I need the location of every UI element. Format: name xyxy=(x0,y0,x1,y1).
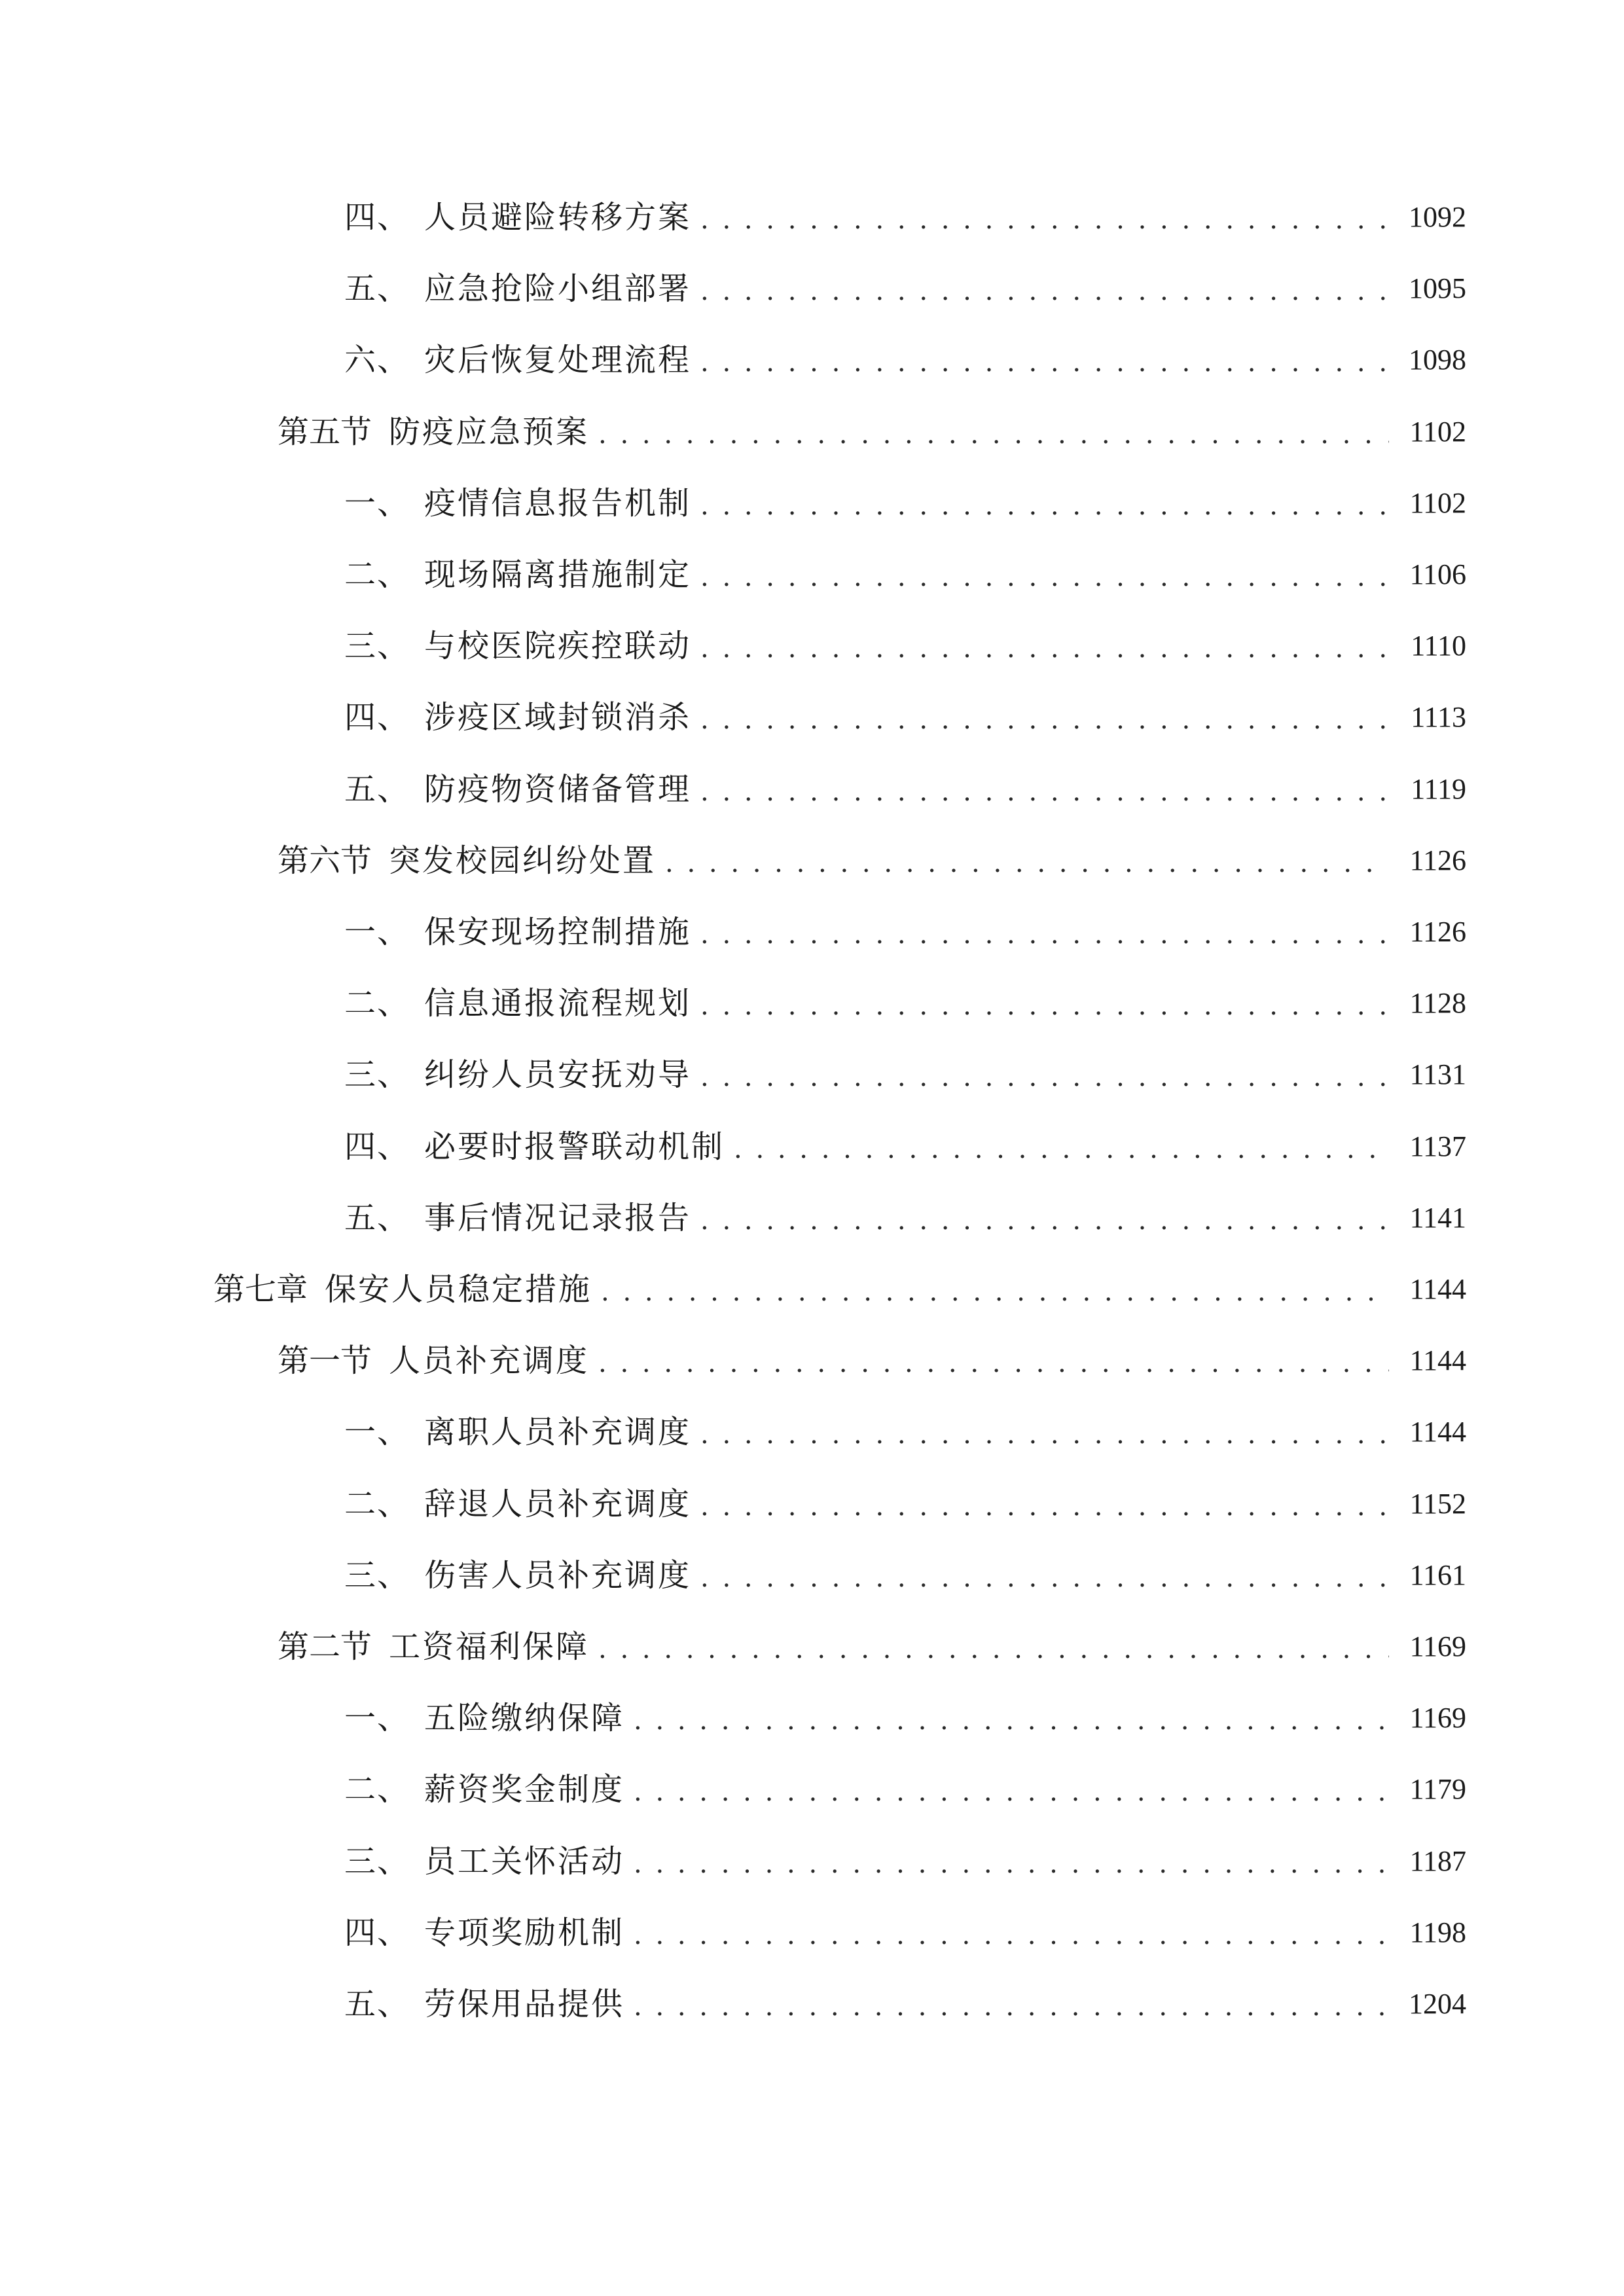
toc-entry-page-number: 1144 xyxy=(1409,1344,1466,1376)
toc-entry-item xyxy=(344,1978,1466,2030)
toc-entry-number: 三、 xyxy=(344,1557,410,1594)
toc-entry-title: 劳保用品提供 xyxy=(424,1986,625,2022)
toc-entry-title: 应急抢险小组部署 xyxy=(424,270,692,307)
toc-entry-title: 薪资奖金制度 xyxy=(424,1771,625,1808)
toc-entry-item xyxy=(344,906,1466,958)
toc-entry-title: 保安人员稳定措施 xyxy=(325,1271,592,1308)
toc-entry-page-number: 1204 xyxy=(1409,1988,1466,2020)
toc-entry-item xyxy=(344,1406,1466,1458)
dot-leader xyxy=(700,977,1389,1030)
toc-entry-number: 二、 xyxy=(344,556,410,593)
dot-leader xyxy=(700,548,1389,601)
toc-entry-title: 人员避险转移方案 xyxy=(424,199,692,236)
toc-entry-number: 二、 xyxy=(344,1486,410,1522)
toc-entry-page-number: 1110 xyxy=(1411,630,1466,662)
toc-entry-number: 三、 xyxy=(344,1843,410,1880)
toc-entry-number: 五、 xyxy=(344,771,410,808)
dot-leader xyxy=(700,191,1389,243)
dot-leader xyxy=(598,1335,1389,1387)
toc-entry-number: 一、 xyxy=(344,914,410,950)
toc-entry-title: 纠纷人员安抚劝导 xyxy=(424,1056,692,1093)
toc-entry-number: 六、 xyxy=(344,342,410,378)
toc-entry-page-number: 1102 xyxy=(1409,416,1466,448)
toc-entry-item xyxy=(344,1549,1466,1602)
dot-leader xyxy=(634,1692,1389,1744)
toc-entry-item xyxy=(344,1192,1466,1244)
toc-entry-page-number: 1141 xyxy=(1409,1202,1466,1234)
toc-entry-item xyxy=(344,1049,1466,1101)
dot-leader xyxy=(700,1478,1389,1530)
toc-entry-title: 专项奖励机制 xyxy=(424,1914,625,1951)
dot-leader xyxy=(700,1049,1389,1101)
toc-entry-item xyxy=(344,477,1466,529)
dot-leader xyxy=(634,1978,1389,2030)
dot-leader xyxy=(700,1192,1389,1244)
dot-leader xyxy=(700,477,1389,529)
toc-entry-number: 四、 xyxy=(344,1128,410,1165)
dot-leader xyxy=(700,691,1389,744)
dot-leader xyxy=(700,620,1389,672)
toc-entry-title: 保安现场控制措施 xyxy=(424,914,692,950)
toc-entry-number: 五、 xyxy=(344,270,410,307)
toc-entry-number: 五、 xyxy=(344,1986,410,2022)
toc-entry-number: 四、 xyxy=(344,699,410,736)
toc-entry-item xyxy=(344,977,1466,1030)
toc-entry-item xyxy=(344,763,1466,816)
dot-leader xyxy=(700,906,1389,958)
toc-entry-page-number: 1187 xyxy=(1409,1845,1466,1877)
toc-entry-number: 三、 xyxy=(344,1056,410,1093)
dot-leader xyxy=(601,1263,1389,1316)
toc-entry-title: 必要时报警联动机制 xyxy=(424,1128,725,1165)
toc-entry-title: 涉疫区域封锁消杀 xyxy=(424,699,692,736)
toc-entry-page-number: 1144 xyxy=(1409,1416,1466,1448)
toc-entry-title: 离职人员补充调度 xyxy=(424,1414,692,1450)
toc-entry-section xyxy=(278,1621,1466,1673)
toc-entry-item xyxy=(344,1763,1466,1816)
toc-entry-number: 一、 xyxy=(344,1700,410,1736)
toc-entry-page-number: 1169 xyxy=(1409,1630,1466,1662)
toc-entry-page-number: 1098 xyxy=(1409,344,1466,376)
toc-entry-item xyxy=(344,1121,1466,1173)
toc-entry-page-number: 1137 xyxy=(1409,1130,1466,1162)
dot-leader xyxy=(634,1763,1389,1816)
toc-entry-title: 辞退人员补充调度 xyxy=(424,1486,692,1522)
toc-entry-item xyxy=(344,1478,1466,1530)
toc-entry-section xyxy=(278,406,1466,458)
toc-entry-number: 五、 xyxy=(344,1200,410,1236)
dot-leader xyxy=(700,763,1389,816)
dot-leader xyxy=(700,1549,1389,1602)
toc-entry-number: 三、 xyxy=(344,628,410,664)
toc-entry-number: 第七章 xyxy=(213,1271,308,1308)
toc-entry-page-number: 1102 xyxy=(1409,487,1466,519)
toc-entry-page-number: 1198 xyxy=(1409,1916,1466,1948)
toc-entry-number: 二、 xyxy=(344,1771,410,1808)
toc-entry-page-number: 1152 xyxy=(1409,1488,1466,1520)
toc-entry-number: 二、 xyxy=(344,985,410,1022)
toc-entry-page-number: 1092 xyxy=(1409,201,1466,233)
toc-entry-title: 灾后恢复处理流程 xyxy=(424,342,692,378)
toc-entry-item xyxy=(344,620,1466,672)
toc-entry-item xyxy=(344,548,1466,601)
toc-entry-page-number: 1113 xyxy=(1411,701,1466,733)
dot-leader xyxy=(598,1621,1389,1673)
dot-leader xyxy=(700,334,1389,386)
toc-entry-number: 第二节 xyxy=(278,1628,372,1665)
toc-entry-title: 五险缴纳保障 xyxy=(424,1700,625,1736)
toc-entry-title: 员工关怀活动 xyxy=(424,1843,625,1880)
toc-entry-page-number: 1126 xyxy=(1409,916,1466,948)
toc-entry-page-number: 1131 xyxy=(1409,1058,1466,1090)
toc-entry-number: 一、 xyxy=(344,1414,410,1450)
toc-entry-page-number: 1126 xyxy=(1409,844,1466,876)
toc-entry-title: 突发校园纠纷处置 xyxy=(389,842,657,879)
dot-leader xyxy=(634,1907,1389,1959)
toc-entry-title: 疫情信息报告机制 xyxy=(424,485,692,522)
toc-entry-item xyxy=(344,1692,1466,1744)
toc-entry-item xyxy=(344,191,1466,243)
dot-leader xyxy=(665,834,1389,887)
toc-entry-title: 事后情况记录报告 xyxy=(424,1200,692,1236)
toc-entry-page-number: 1161 xyxy=(1409,1559,1466,1591)
toc-entry-number: 一、 xyxy=(344,485,410,522)
toc-entry-title: 伤害人员补充调度 xyxy=(424,1557,692,1594)
toc-entry-title: 防疫物资储备管理 xyxy=(424,771,692,808)
toc-entry-page-number: 1095 xyxy=(1409,272,1466,304)
dot-leader xyxy=(634,1835,1389,1888)
toc-entry-title: 与校医院疾控联动 xyxy=(424,628,692,664)
dot-leader xyxy=(734,1121,1389,1173)
toc-entry-page-number: 1179 xyxy=(1409,1773,1466,1805)
toc-entry-page-number: 1169 xyxy=(1409,1702,1466,1734)
toc-entry-item xyxy=(344,1907,1466,1959)
toc-entry-section xyxy=(278,1335,1466,1387)
toc-entry-chapter xyxy=(213,1263,1466,1316)
toc-entry-item xyxy=(344,262,1466,315)
toc-entry-page-number: 1128 xyxy=(1409,987,1466,1019)
toc-entry-section xyxy=(278,834,1466,887)
toc-entry-number: 第一节 xyxy=(278,1342,372,1379)
toc-entry-title: 工资福利保障 xyxy=(389,1628,590,1665)
dot-leader xyxy=(598,406,1389,458)
dot-leader xyxy=(700,1406,1389,1458)
toc-entry-title: 人员补充调度 xyxy=(389,1342,590,1379)
toc-entry-title: 现场隔离措施制定 xyxy=(424,556,692,593)
toc-entry-title: 信息通报流程规划 xyxy=(424,985,692,1022)
toc-entry-number: 四、 xyxy=(344,1914,410,1951)
toc-entry-number: 四、 xyxy=(344,199,410,236)
toc-entry-item xyxy=(344,334,1466,386)
dot-leader xyxy=(700,262,1389,315)
toc-entry-title: 防疫应急预案 xyxy=(389,414,590,450)
toc-entry-number: 第六节 xyxy=(278,842,372,879)
toc-entry-item xyxy=(344,1835,1466,1888)
toc-entry-item xyxy=(344,691,1466,744)
toc-entry-page-number: 1119 xyxy=(1411,773,1466,805)
toc-entry-number: 第五节 xyxy=(278,414,372,450)
toc-entry-page-number: 1144 xyxy=(1409,1273,1466,1305)
toc-entry-page-number: 1106 xyxy=(1409,558,1466,590)
